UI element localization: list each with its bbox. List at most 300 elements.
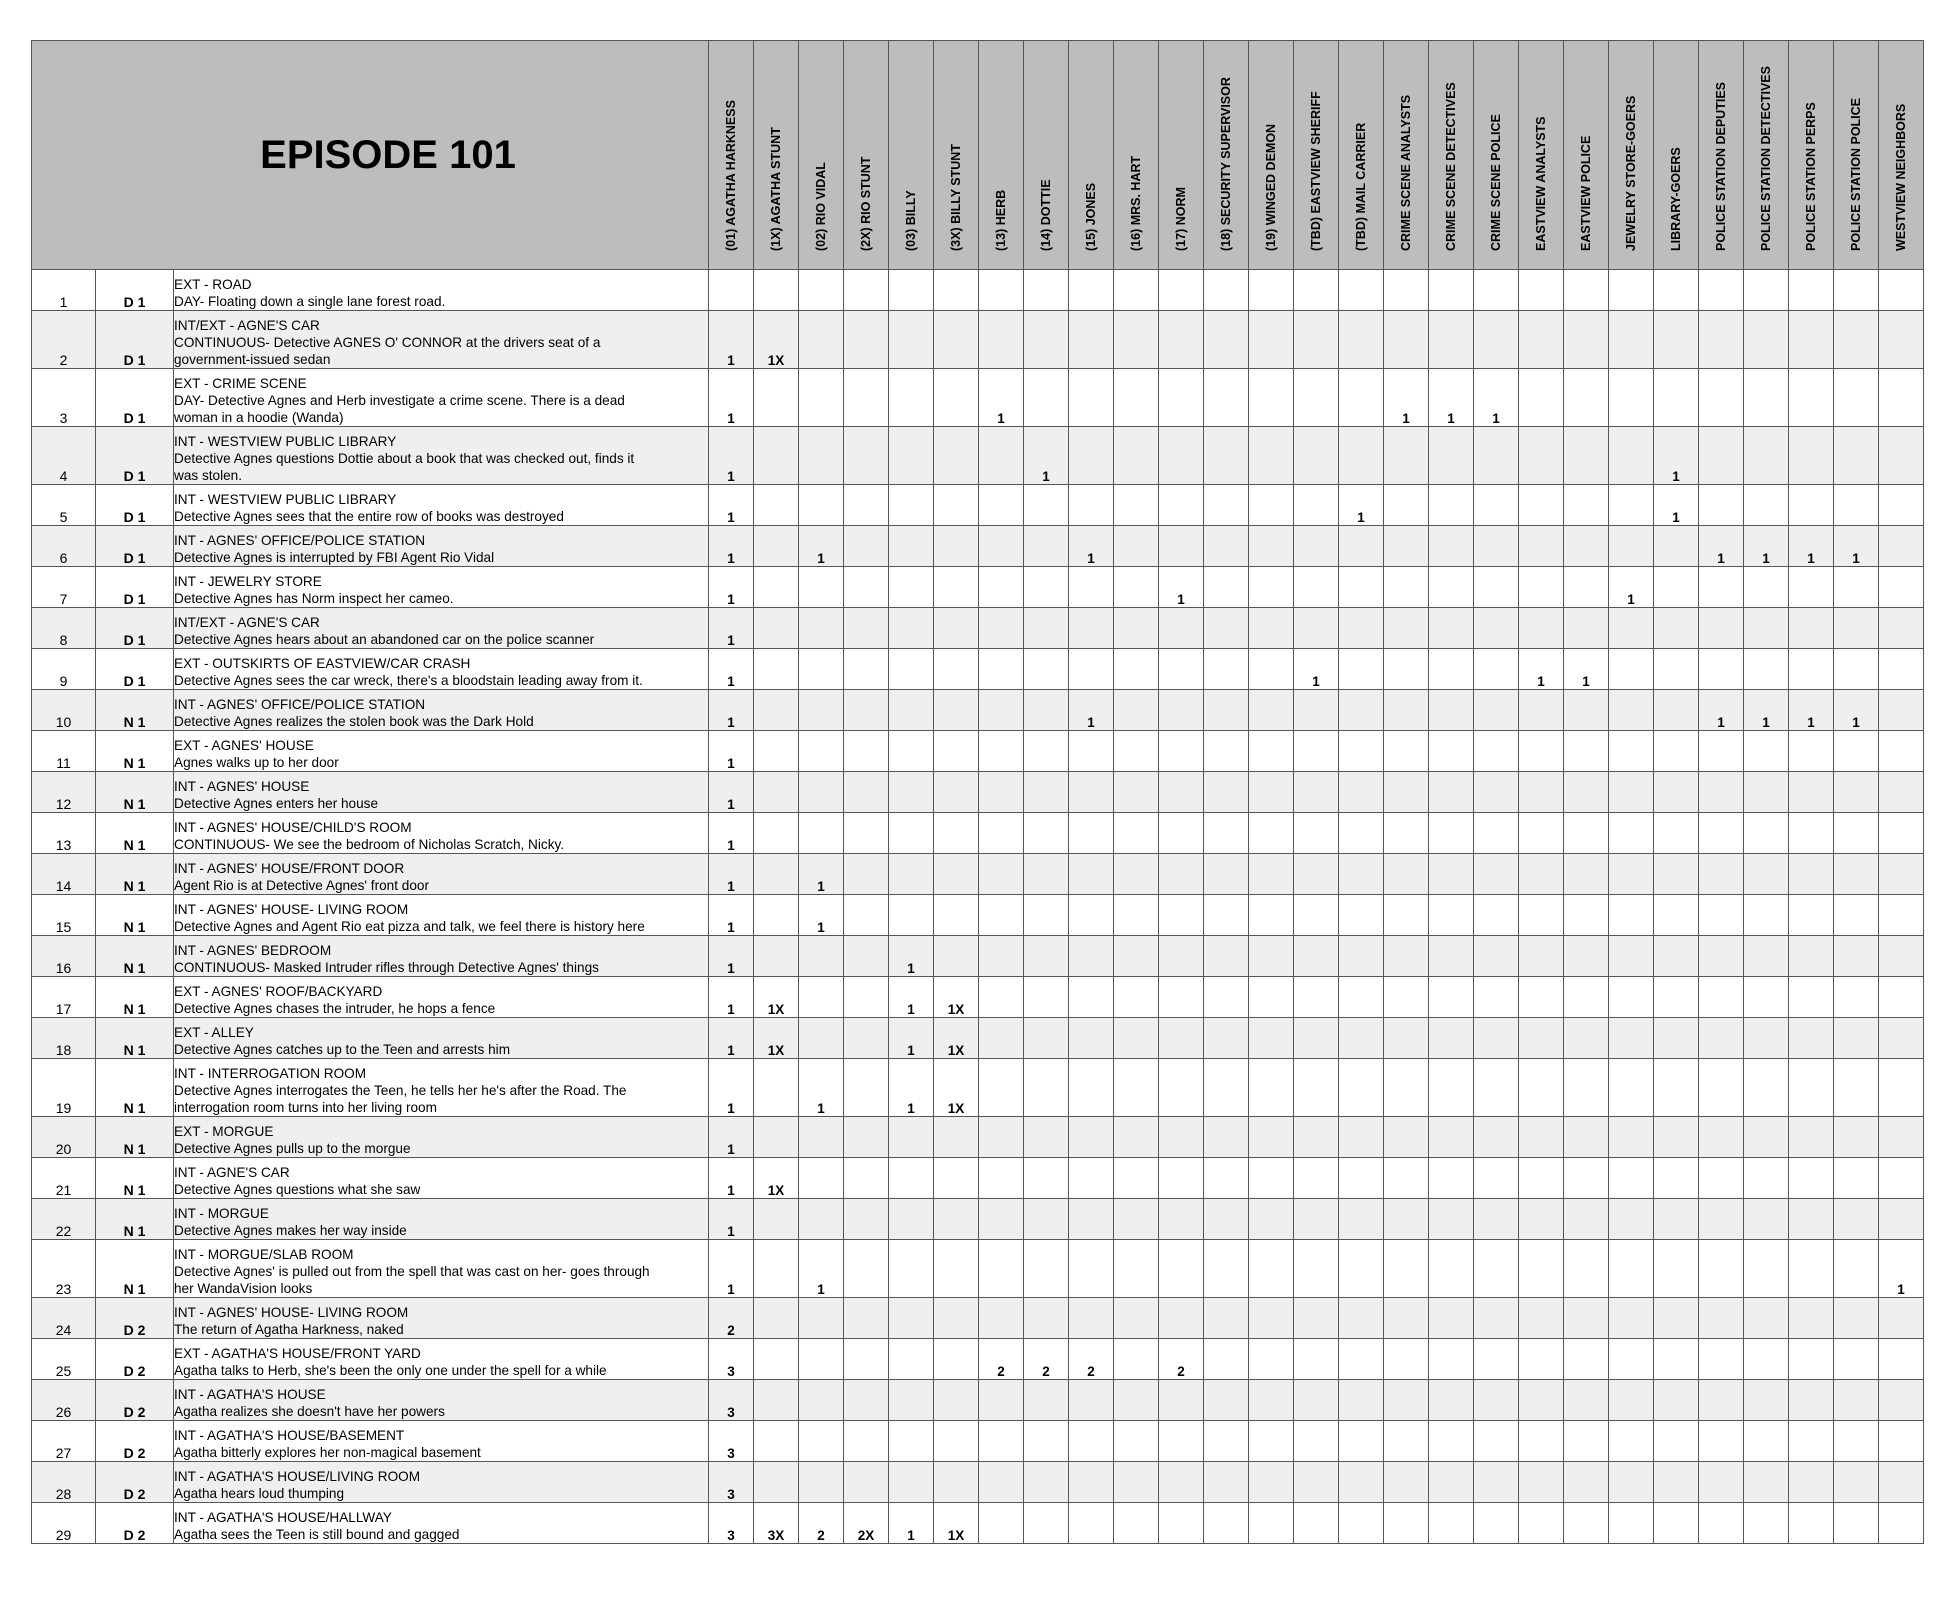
cast-count-cell	[1519, 977, 1564, 1018]
cast-count-cell	[1519, 1339, 1564, 1380]
cast-count-cell	[889, 895, 934, 936]
cast-count-cell	[1429, 1380, 1474, 1421]
cast-count-cell: 1	[1834, 690, 1879, 731]
scene-description	[174, 1421, 709, 1462]
scene-heading: INT - AGATHA'S HOUSE/BASEMENT	[174, 1428, 405, 1443]
cast-count-cell	[1384, 1158, 1429, 1199]
cast-count-cell	[1429, 895, 1474, 936]
scene-number: 3	[32, 369, 96, 427]
cast-count-cell	[979, 731, 1024, 772]
cast-count-cell: 1	[709, 311, 754, 369]
cast-count-cell	[1339, 1199, 1384, 1240]
cast-column-header	[1699, 41, 1744, 270]
cast-count-cell: 3	[709, 1503, 754, 1544]
scene-number: 10	[32, 690, 96, 731]
scene-heading: INT - JEWELRY STORE	[174, 574, 322, 589]
cast-count-cell	[1024, 526, 1069, 567]
cast-count-cell	[1654, 813, 1699, 854]
cast-count-cell	[1834, 1059, 1879, 1117]
cast-count-cell	[1384, 690, 1429, 731]
story-day: D 1	[96, 485, 174, 526]
cast-count-cell	[754, 813, 799, 854]
cast-count-cell	[1879, 1018, 1924, 1059]
cast-count-cell	[979, 485, 1024, 526]
cast-count-cell	[1429, 1462, 1474, 1503]
cast-count-cell: 1	[1069, 690, 1114, 731]
cast-count-cell	[799, 1339, 844, 1380]
cast-count-cell	[1519, 936, 1564, 977]
cast-count-cell: 3	[709, 1421, 754, 1462]
cast-count-cell	[1834, 649, 1879, 690]
cast-count-cell	[1069, 1059, 1114, 1117]
cast-column-header	[1249, 41, 1294, 270]
cast-count-cell	[799, 690, 844, 731]
cast-count-cell: 1	[1024, 427, 1069, 485]
cast-count-cell	[1069, 1158, 1114, 1199]
cast-count-cell	[754, 427, 799, 485]
scene-heading: INT - AGNES' OFFICE/POLICE STATION	[174, 533, 426, 548]
cast-count-cell	[1294, 1298, 1339, 1339]
cast-count-cell	[1294, 1339, 1339, 1380]
story-day: D 2	[96, 1380, 174, 1421]
cast-count-cell	[979, 1158, 1024, 1199]
cast-count-cell	[1114, 485, 1159, 526]
cast-count-cell	[1429, 772, 1474, 813]
cast-count-cell	[1834, 936, 1879, 977]
cast-count-cell: 2	[1069, 1339, 1114, 1380]
cast-count-cell	[1654, 854, 1699, 895]
cast-count-cell	[1744, 1380, 1789, 1421]
cast-count-cell	[1519, 813, 1564, 854]
story-day: N 1	[96, 731, 174, 772]
cast-count-cell	[1429, 854, 1474, 895]
cast-count-cell	[1114, 977, 1159, 1018]
cast-count-cell	[1249, 772, 1294, 813]
scene-number: 8	[32, 608, 96, 649]
cast-count-cell	[1294, 1018, 1339, 1059]
cast-count-cell: 1	[709, 690, 754, 731]
cast-count-cell: 1	[709, 526, 754, 567]
cast-count-cell	[1474, 690, 1519, 731]
cast-count-cell	[1519, 772, 1564, 813]
cast-count-cell	[1384, 1339, 1429, 1380]
cast-count-cell	[1699, 608, 1744, 649]
cast-count-cell	[1609, 1018, 1654, 1059]
cast-count-cell	[1384, 1421, 1429, 1462]
cast-count-cell	[1114, 649, 1159, 690]
cast-count-cell	[1249, 1380, 1294, 1421]
cast-count-cell	[1159, 1117, 1204, 1158]
cast-count-cell	[1789, 936, 1834, 977]
cast-count-cell	[1789, 1503, 1834, 1544]
cast-count-cell	[1204, 1018, 1249, 1059]
cast-count-cell	[979, 427, 1024, 485]
cast-count-cell	[1519, 1380, 1564, 1421]
cast-count-cell	[889, 270, 934, 311]
cast-count-cell: 1	[709, 427, 754, 485]
scene-number: 21	[32, 1158, 96, 1199]
cast-count-cell	[1429, 1240, 1474, 1298]
scene-heading: INT - MORGUE	[174, 1206, 269, 1221]
cast-column-header	[1294, 41, 1339, 270]
cast-count-cell	[1339, 690, 1384, 731]
cast-column-header	[1024, 41, 1069, 270]
cast-count-cell: 1	[1879, 1240, 1924, 1298]
cast-count-cell	[1564, 608, 1609, 649]
cast-count-cell	[1474, 854, 1519, 895]
cast-count-cell: 1	[1384, 369, 1429, 427]
cast-count-cell	[934, 427, 979, 485]
cast-count-cell	[934, 854, 979, 895]
cast-count-cell	[1519, 608, 1564, 649]
cast-count-cell	[1249, 1059, 1294, 1117]
cast-count-cell	[844, 608, 889, 649]
cast-count-cell	[1159, 690, 1204, 731]
cast-column-header	[1564, 41, 1609, 270]
story-day: N 1	[96, 690, 174, 731]
cast-count-cell	[1474, 649, 1519, 690]
cast-count-cell	[979, 1018, 1024, 1059]
cast-count-cell	[1249, 311, 1294, 369]
cast-count-cell	[1879, 731, 1924, 772]
cast-count-cell	[1789, 1462, 1834, 1503]
cast-count-cell	[1294, 1380, 1339, 1421]
cast-count-cell	[1024, 690, 1069, 731]
cast-count-cell	[934, 895, 979, 936]
cast-count-cell	[1564, 1339, 1609, 1380]
scene-description	[174, 1240, 709, 1298]
cast-count-cell	[979, 1380, 1024, 1421]
cast-count-cell	[1339, 772, 1384, 813]
cast-count-cell	[1294, 690, 1339, 731]
scene-row	[32, 1380, 1924, 1421]
cast-count-cell	[1204, 1339, 1249, 1380]
scene-row	[32, 1503, 1924, 1544]
cast-count-cell	[1654, 731, 1699, 772]
cast-count-cell	[844, 895, 889, 936]
cast-count-cell	[799, 731, 844, 772]
cast-count-cell	[1249, 1117, 1294, 1158]
cast-count-cell	[934, 690, 979, 731]
cast-count-cell	[1834, 854, 1879, 895]
cast-count-cell	[934, 772, 979, 813]
scene-description	[174, 270, 709, 311]
scene-synopsis-line: Agatha talks to Herb, she's been the only one under the spell for a while	[174, 1363, 607, 1378]
scene-description	[174, 977, 709, 1018]
cast-count-cell	[1834, 731, 1879, 772]
cast-count-cell	[1249, 1462, 1294, 1503]
cast-count-cell	[1294, 1199, 1339, 1240]
cast-count-cell: 1X	[934, 977, 979, 1018]
cast-count-cell	[1564, 567, 1609, 608]
scene-row	[32, 649, 1924, 690]
cast-count-cell	[1564, 485, 1609, 526]
scene-row	[32, 1199, 1924, 1240]
scene-number: 11	[32, 731, 96, 772]
story-day: D 2	[96, 1503, 174, 1544]
scene-synopsis-line: Agatha bitterly explores her non-magical basement	[174, 1445, 481, 1460]
cast-count-cell	[1249, 813, 1294, 854]
cast-count-cell	[1744, 1298, 1789, 1339]
scene-synopsis-line: Detective Agnes and Agent Rio eat pizza and talk, we feel there is history here	[174, 919, 645, 934]
cast-count-cell	[1114, 1339, 1159, 1380]
cast-count-cell	[979, 1421, 1024, 1462]
cast-count-cell	[1339, 1117, 1384, 1158]
cast-count-cell	[1069, 936, 1114, 977]
cast-count-cell	[1429, 1059, 1474, 1117]
cast-count-cell	[1339, 1240, 1384, 1298]
scene-synopsis-line: Detective Agnes is interrupted by FBI Agent Rio Vidal	[174, 550, 495, 565]
cast-count-cell	[1249, 690, 1294, 731]
cast-count-cell	[1384, 1240, 1429, 1298]
cast-count-cell	[1834, 1503, 1879, 1544]
cast-count-cell	[1699, 1199, 1744, 1240]
cast-count-cell	[1609, 649, 1654, 690]
cast-count-cell	[1699, 1158, 1744, 1199]
cast-count-cell	[1249, 731, 1294, 772]
cast-count-cell	[799, 1199, 844, 1240]
cast-count-cell	[1294, 608, 1339, 649]
scene-description	[174, 854, 709, 895]
cast-column-header	[1654, 41, 1699, 270]
cast-count-cell	[1834, 485, 1879, 526]
cast-count-cell	[1339, 1503, 1384, 1544]
cast-count-cell	[1339, 1018, 1384, 1059]
cast-column-header	[1069, 41, 1114, 270]
cast-count-cell	[889, 369, 934, 427]
cast-count-cell	[1699, 1503, 1744, 1544]
cast-count-cell	[799, 649, 844, 690]
cast-count-cell	[1249, 567, 1294, 608]
cast-count-cell	[1789, 311, 1834, 369]
scene-row	[32, 813, 1924, 854]
cast-count-cell	[1114, 772, 1159, 813]
cast-count-cell	[1069, 1298, 1114, 1339]
cast-count-cell	[1204, 608, 1249, 649]
scene-synopsis-line: The return of Agatha Harkness, naked	[174, 1322, 404, 1337]
cast-count-cell	[1744, 1503, 1789, 1544]
cast-column-header	[1114, 41, 1159, 270]
scene-heading: INT - AGNES' HOUSE/FRONT DOOR	[174, 861, 405, 876]
cast-count-cell	[1789, 649, 1834, 690]
cast-count-cell	[1069, 369, 1114, 427]
cast-count-cell	[1699, 1462, 1744, 1503]
cast-count-cell	[1339, 1298, 1384, 1339]
cast-count-cell	[1789, 1199, 1834, 1240]
cast-count-cell	[1834, 977, 1879, 1018]
scene-synopsis-line: Detective Agnes chases the intruder, he hops a fence	[174, 1001, 496, 1016]
cast-count-cell	[1159, 1503, 1204, 1544]
cast-count-cell	[1474, 731, 1519, 772]
cast-count-cell	[754, 772, 799, 813]
scene-description	[174, 936, 709, 977]
cast-count-cell	[979, 1240, 1024, 1298]
cast-count-cell	[1879, 567, 1924, 608]
cast-count-cell	[1069, 567, 1114, 608]
cast-count-cell	[1834, 772, 1879, 813]
cast-count-cell	[1744, 895, 1789, 936]
cast-count-cell	[844, 1240, 889, 1298]
scene-synopsis-line: Agatha sees the Teen is still bound and gagged	[174, 1527, 460, 1542]
cast-count-cell: 1	[799, 895, 844, 936]
cast-count-cell	[1654, 1421, 1699, 1462]
scene-number: 23	[32, 1240, 96, 1298]
cast-count-cell	[754, 895, 799, 936]
cast-count-cell	[1159, 731, 1204, 772]
cast-count-cell	[1339, 936, 1384, 977]
cast-column-label: (13) HERB	[994, 189, 1008, 251]
cast-count-cell	[1564, 690, 1609, 731]
cast-count-cell: 1	[1429, 369, 1474, 427]
cast-count-cell	[1564, 1298, 1609, 1339]
cast-count-cell	[1879, 1199, 1924, 1240]
cast-count-cell	[1024, 369, 1069, 427]
cast-count-cell	[1204, 1380, 1249, 1421]
cast-count-cell	[1699, 1298, 1744, 1339]
cast-count-cell	[1654, 1503, 1699, 1544]
cast-count-cell	[1699, 1421, 1744, 1462]
cast-count-cell	[1429, 1117, 1474, 1158]
cast-count-cell	[1744, 1018, 1789, 1059]
cast-count-cell	[1114, 813, 1159, 854]
cast-count-cell	[1024, 813, 1069, 854]
cast-count-cell	[1564, 526, 1609, 567]
cast-count-cell	[1834, 1380, 1879, 1421]
cast-count-cell	[799, 427, 844, 485]
cast-count-cell: 1	[709, 813, 754, 854]
scene-number: 12	[32, 772, 96, 813]
scene-row	[32, 1421, 1924, 1462]
scene-description	[174, 608, 709, 649]
cast-count-cell	[889, 526, 934, 567]
cast-count-cell	[1519, 1240, 1564, 1298]
cast-count-cell	[1879, 608, 1924, 649]
cast-count-cell	[1609, 1059, 1654, 1117]
cast-count-cell	[1654, 1339, 1699, 1380]
cast-count-cell	[889, 649, 934, 690]
cast-count-cell	[1519, 1018, 1564, 1059]
scene-synopsis-line: CONTINUOUS- Masked Intruder rifles through Detective Agnes' things	[174, 960, 599, 975]
scene-synopsis-line: Detective Agnes questions Dottie about a book that was checked out, finds it	[174, 451, 635, 466]
cast-count-cell	[1834, 270, 1879, 311]
scene-heading: INT - AGNES' OFFICE/POLICE STATION	[174, 697, 426, 712]
cast-count-cell	[1564, 311, 1609, 369]
cast-count-cell	[1564, 731, 1609, 772]
scene-heading: INT - AGNES' HOUSE- LIVING ROOM	[174, 902, 409, 917]
cast-count-cell: 1X	[934, 1018, 979, 1059]
cast-count-cell	[1609, 369, 1654, 427]
cast-count-cell	[1114, 1462, 1159, 1503]
cast-count-cell	[1114, 567, 1159, 608]
cast-count-cell	[1114, 690, 1159, 731]
cast-count-cell	[1609, 895, 1654, 936]
cast-count-cell	[1699, 369, 1744, 427]
cast-count-cell	[1879, 311, 1924, 369]
cast-count-cell	[1294, 1117, 1339, 1158]
cast-column-header	[1879, 41, 1924, 270]
cast-count-cell	[1744, 936, 1789, 977]
scene-description	[174, 690, 709, 731]
cast-column-label: JEWELRY STORE-GOERS	[1624, 95, 1638, 251]
cast-count-cell	[844, 690, 889, 731]
cast-column-label: (15) JONES	[1084, 182, 1098, 251]
cast-count-cell	[844, 1117, 889, 1158]
scene-number: 29	[32, 1503, 96, 1544]
cast-column-header	[889, 41, 934, 270]
cast-count-cell	[1159, 1018, 1204, 1059]
cast-count-cell	[1339, 1059, 1384, 1117]
scene-synopsis-line: Detective Agnes realizes the stolen book was the Dark Hold	[174, 714, 534, 729]
cast-count-cell	[1519, 427, 1564, 485]
cast-count-cell	[1699, 772, 1744, 813]
cast-count-cell	[1744, 1462, 1789, 1503]
cast-count-cell	[1609, 485, 1654, 526]
scene-number: 6	[32, 526, 96, 567]
scene-description	[174, 485, 709, 526]
cast-count-cell	[1654, 936, 1699, 977]
cast-column-header	[799, 41, 844, 270]
scene-heading: EXT - CRIME SCENE	[174, 376, 307, 391]
cast-count-cell	[1699, 1240, 1744, 1298]
cast-count-cell	[1609, 1503, 1654, 1544]
scene-description	[174, 1199, 709, 1240]
cast-count-cell	[1384, 895, 1429, 936]
cast-count-cell	[1699, 813, 1744, 854]
cast-count-cell: 2	[1024, 1339, 1069, 1380]
cast-count-cell	[1204, 854, 1249, 895]
cast-count-cell	[979, 1059, 1024, 1117]
cast-count-cell	[1879, 1503, 1924, 1544]
cast-count-cell	[1654, 1462, 1699, 1503]
cast-count-cell	[1024, 1380, 1069, 1421]
cast-count-cell: 2	[1159, 1339, 1204, 1380]
scene-number: 22	[32, 1199, 96, 1240]
cast-count-cell	[1024, 1199, 1069, 1240]
cast-count-cell	[1609, 1117, 1654, 1158]
scene-row	[32, 731, 1924, 772]
scene-synopsis-line: Detective Agnes enters her house	[174, 796, 379, 811]
cast-count-cell	[844, 854, 889, 895]
cast-count-cell	[1384, 526, 1429, 567]
story-day: N 1	[96, 854, 174, 895]
cast-count-cell	[1384, 1298, 1429, 1339]
cast-column-label: CRIME SCENE POLICE	[1489, 114, 1503, 251]
cast-count-cell	[754, 1462, 799, 1503]
cast-count-cell	[934, 1199, 979, 1240]
cast-count-cell	[1249, 1018, 1294, 1059]
cast-count-cell	[1789, 1421, 1834, 1462]
cast-count-cell	[1474, 936, 1519, 977]
cast-count-cell	[1429, 1298, 1474, 1339]
cast-count-cell: 1	[1609, 567, 1654, 608]
cast-count-cell	[1114, 1059, 1159, 1117]
cast-count-cell	[1384, 731, 1429, 772]
scene-description	[174, 1298, 709, 1339]
cast-column-label: WESTVIEW NEIGHBORS	[1894, 103, 1908, 251]
cast-count-cell: 1	[889, 1018, 934, 1059]
cast-count-cell	[1024, 1240, 1069, 1298]
cast-count-cell	[799, 1158, 844, 1199]
scene-number: 20	[32, 1117, 96, 1158]
cast-count-cell	[889, 1339, 934, 1380]
cast-count-cell: 1	[1789, 526, 1834, 567]
cast-count-cell	[889, 1240, 934, 1298]
cast-count-cell	[889, 427, 934, 485]
cast-count-cell: 1	[709, 1059, 754, 1117]
cast-column-label: POLICE STATION PERPS	[1804, 102, 1818, 251]
scene-row	[32, 1117, 1924, 1158]
cast-count-cell: 1X	[934, 1503, 979, 1544]
